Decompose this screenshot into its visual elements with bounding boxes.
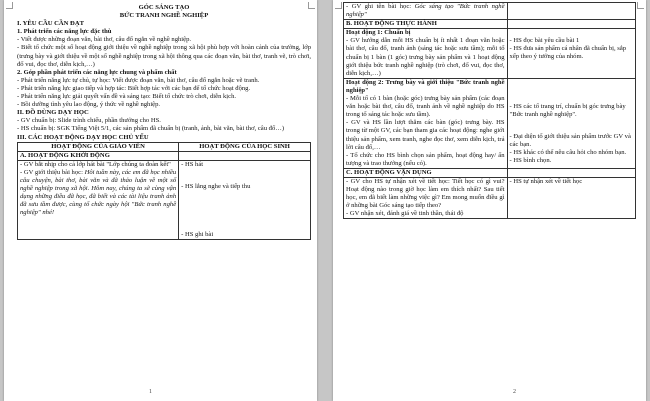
margin-mark (6, 2, 13, 9)
cell-paragraph: - HS đưa sản phẩm cá nhân đã chuẩn bị, sắp xếp theo ý tưởng của nhóm. (509, 45, 627, 61)
cell-paragraph: - GV bắt nhịp cho cả lớp hát bài "Lớp chúng ta đoàn kết" (20, 160, 171, 168)
text-run-italic: Hôi tuần này, các em đã học nhiều câu chuyện, bài thơ, bài văn và đã thảo luận về một số nghề nghiệp trong xã hội. Hôm nay, chúng ta sẽ cùng vận dụng những điều đã học, đã biết và các tài liệu tranh ảnh đã sưu tầm được, cùng tổ chức ngày hội "Bức tranh nghề nghiệp" nhé! (20, 168, 177, 217)
page-body (17, 4, 311, 240)
section-heading: III. CÁC HOẠT ĐỘNG DẠY HỌC CHỦ YẾU (17, 133, 149, 141)
cell-paragraph: - HS lắng nghe và tiếp thu (181, 182, 251, 190)
text-run: - GV giới thiệu bài học: (20, 168, 85, 176)
spacer (510, 79, 633, 103)
paragraph: - Phát triển năng lực tự chủ, tự học: Viết được đoạn văn, bài thơ, câu đố ngắn hoặc vẽ tranh. (17, 76, 260, 84)
table-cell (344, 78, 508, 168)
paragraph: - Viết được những đoạn văn, bài thơ, câu đố ngắn về nghề nghiệp. (17, 36, 192, 44)
page-subtitle: BỨC TRANH NGHỀ NGHIỆP (119, 12, 209, 20)
activity-title: Hoạt động 1: Chuẩn bị (346, 29, 411, 37)
document-page-1 (4, 0, 317, 401)
cell-paragraph: - Đại diện tổ giới thiệu sản phẩm trước GV và các bạn. (509, 133, 631, 149)
table-cell (507, 168, 635, 177)
spacer (510, 29, 633, 37)
activity-title: Hoạt động 2: Trưng bày và giới thiệu "Bức tranh nghề nghiệp" (346, 78, 505, 94)
text-run-italic: Góc sáng tạo "Bức tranh nghề nghiệp" (346, 3, 505, 19)
cell-paragraph: - GV cho HS tự nhận xét về tiết học: Tiết học có gì vui? Hoạt động nào trong giờ học làm em thích nhất? Sau tiết học, em đã biết làm những việc gì? Em mong muốn điều gì ở những bài Góc sáng tạo tiếp theo? (346, 177, 505, 210)
cell-paragraph: - Tổ chức cho HS bình chọn sản phẩm, hoạt động hay/ ấn tượng và trao thưởng (nếu có). (346, 151, 505, 167)
cell-paragraph: - HS ghi bài (181, 230, 214, 238)
table-cell (507, 3, 635, 20)
cell-paragraph: - HS bình chọn. (509, 157, 552, 165)
table-row (344, 177, 636, 218)
text-run: - GV ghi tên bài học: (346, 3, 415, 10)
table-row (344, 168, 636, 177)
activities-table (17, 142, 311, 240)
cell-paragraph: - Mỗi tổ có 1 bàn (hoặc góc) trưng bày sản phẩm (các đoạn văn hoặc bài thơ, câu đố, tranh ảnh về nghề nghiệp do HS trong tổ sáng tác hoặc sưu tầm). (346, 95, 505, 119)
paragraph: - Biết tổ chức một số hoạt động giới thiệu về nghề nghiệp trong xã hội phù hợp với hoàn cảnh của trường, lớp (trưng bày và giới thiệu về một số nghề nghiệp trong xã hội thông qua các đoạn văn, bài thơ, tranh vẽ, trò chơi, đố vui, đọc thơ, diễn kịch,…) (17, 44, 311, 68)
cell-paragraph: - GV hướng dẫn mỗi HS chuẩn bị ít nhất 1 đoạn văn hoặc bài thơ, câu đố, tranh ảnh (sáng tác hoặc sưu tầm); mỗi tổ chuẩn bị 1 bàn (1 góc) trưng bày sản phẩm và 1 hoạt động giới thiệu bức tranh nghề nghiệp (trò chơi, đố vui, đọc thơ, diễn kịch,…) (346, 37, 505, 77)
table-cell (507, 20, 635, 29)
section-heading: I. YÊU CẦU CẦN ĐẠT (17, 20, 84, 28)
table-cell (344, 177, 508, 218)
paragraph: - HS chuẩn bị: SGK Tiếng Việt 5/1, các sản phẩm đã chuẩn bị (tranh, ảnh, bài văn, bài thơ, câu đố…) (17, 125, 285, 133)
margin-mark (637, 2, 644, 9)
table-header: HOẠT ĐỘNG CỦA GIÁO VIÊN (18, 142, 179, 151)
spacer (510, 119, 633, 133)
activities-table-continued (343, 2, 636, 219)
page-number: 2 (513, 389, 516, 395)
table-cell (507, 29, 635, 79)
margin-mark (335, 2, 342, 9)
spacer (181, 191, 308, 231)
table-cell (18, 160, 179, 239)
table-header: HOẠT ĐỘNG CỦA HỌC SINH (179, 142, 311, 151)
table-cell (344, 3, 508, 20)
cell-paragraph: - HS các tổ trang trí, chuẩn bị góc trưng bày "Bức tranh nghề nghiệp". (509, 102, 626, 118)
subsection-heading: 1. Phát triển các năng lực đặc thù (17, 28, 112, 36)
table-header-row (18, 142, 311, 151)
table-cell (507, 177, 635, 218)
cell-paragraph: - HS tự nhận xét về tiết học (509, 177, 583, 185)
table-cell (507, 78, 635, 168)
table-cell (179, 151, 311, 160)
cell-paragraph: - GV nhận xét, đánh giá về tinh thần, thái độ (346, 210, 464, 218)
table-row (344, 20, 636, 29)
spacer (181, 169, 308, 183)
paragraph: - Phát triển năng lực giao tiếp và hợp tác: Biết hợp tác với các bạn để tổ chức hoạt động. (17, 84, 251, 92)
subsection-heading: 2. Góp phần phát triển các năng lực chung và phẩm chất (17, 68, 177, 76)
paragraph: - Bồi dưỡng tình yêu lao động, ý thức về nghề nghiệp. (17, 101, 161, 109)
cell-paragraph (20, 169, 176, 218)
table-cell: B. HOẠT ĐỘNG THỰC HÀNH (344, 20, 508, 29)
table-cell (179, 160, 311, 239)
page-body (343, 2, 636, 219)
table-row (18, 151, 311, 160)
table-cell: A. HOẠT ĐỘNG KHỞI ĐỘNG (18, 151, 179, 160)
table-cell: C. HOẠT ĐỘNG VẬN DỤNG (344, 168, 508, 177)
cell-paragraph: - HS khác có thể nêu câu hỏi cho nhóm bạn. (509, 149, 627, 157)
page-title: GÓC SÁNG TẠO (138, 4, 190, 11)
paragraph: - Phát triển năng lực giải quyết vấn đề và sáng tạo: Biết tổ chức trò chơi, diễn kịch. (17, 93, 237, 101)
table-row (344, 78, 636, 168)
table-cell (344, 29, 508, 79)
page-number: 1 (149, 389, 152, 395)
paragraph: - GV chuẩn bị: Slide trình chiếu, phần thưởng cho HS. (17, 117, 161, 125)
table-row (18, 160, 311, 239)
document-page-2 (333, 0, 646, 401)
cell-paragraph: - HS đọc bài yêu cầu bài 1 (509, 37, 580, 45)
section-heading: II. ĐỒ DÙNG DẠY HỌC (17, 109, 89, 117)
table-row (344, 29, 636, 79)
cell-paragraph: - GV và HS lần lượt thăm các bàn (góc) trưng bày. HS trong từ một GV, các bạn tham gia các hoạt động: nghe giới thiệu sản phẩm, xem tranh, nghe đọc thơ, xem diễn kịch, trả lời câu đố,… (346, 119, 505, 151)
cell-paragraph: - HS hát (181, 160, 204, 168)
table-row (344, 3, 636, 20)
